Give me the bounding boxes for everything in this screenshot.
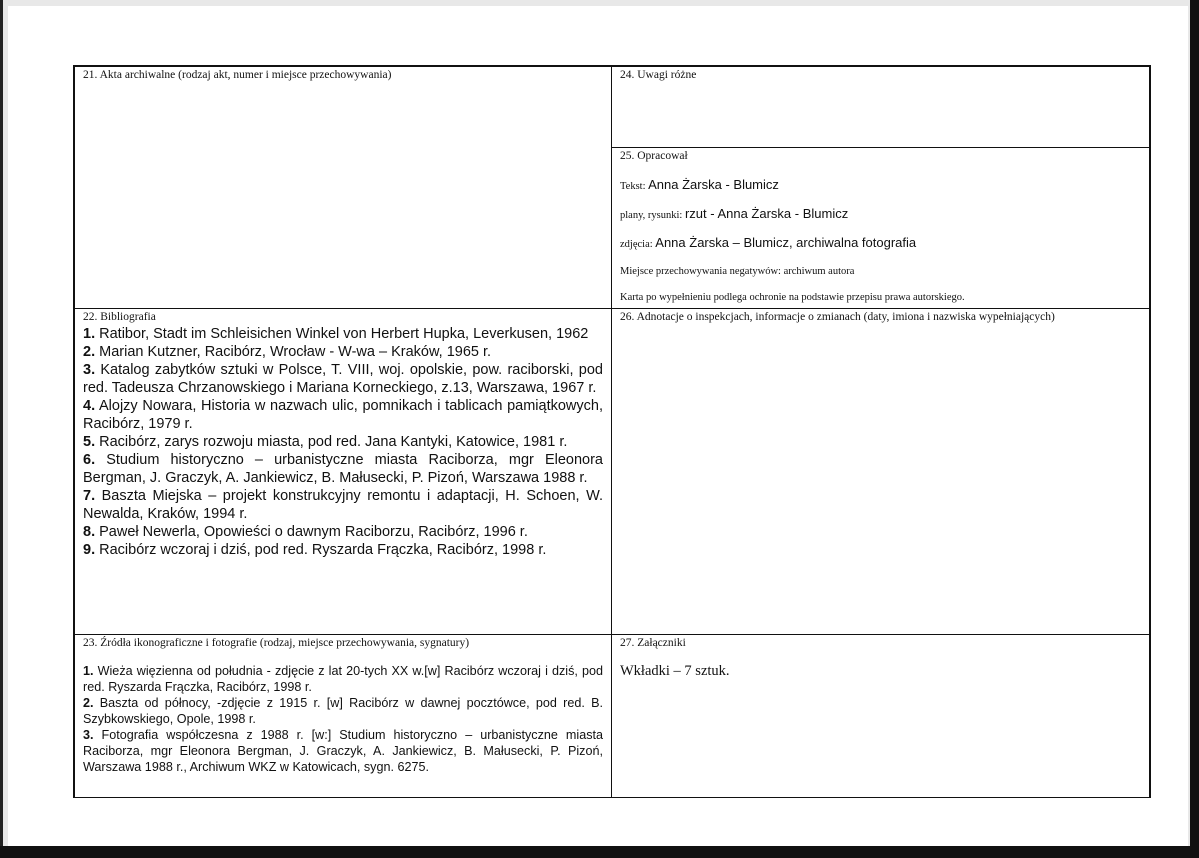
form-table: [73, 65, 1151, 798]
author-text-row: [620, 177, 779, 192]
bibliography-item: 4. Alojzy Nowara, Historia w nazwach ulic, pomnikach i tablicach pamiątkowych, Racibórz, 1979 r.: [83, 398, 603, 432]
section-24: [611, 66, 1150, 148]
scan-edge-bottom: [0, 846, 1199, 858]
photos-row: [620, 235, 916, 250]
section-24-title: 24. Uwagi różne: [620, 69, 697, 81]
section-25: [611, 147, 1150, 309]
source-item: 2. Baszta od północy, -zdjęcie z 1915 r. [w] Racibórz w dawnej pocztówce, pod red. B. Szybkowskiego, Opole, 1998 r.: [83, 696, 603, 726]
bibliography-item: 3. Katalog zabytków sztuki w Polsce, T. VIII, woj. opolskie, pow. raciborski, pod red. Tadeusza Chrzanowskiego i Mariana Korneckiego, z.13, Warszawa, 1967 r.: [83, 362, 603, 396]
bibliography-item: 8. Paweł Newerla, Opowieści o dawnym Raciborzu, Racibórz, 1996 r.: [83, 524, 528, 540]
section-27: [611, 634, 1150, 798]
bibliography-item: 9. Racibórz wczoraj i dziś, pod red. Ryszarda Frączka, Racibórz, 1998 r.: [83, 542, 547, 558]
author-text-label: Tekst:: [620, 181, 646, 192]
photos-label: zdjęcia:: [620, 239, 653, 250]
bibliography-item: 2. Marian Kutzner, Racibórz, Wrocław - W-wa – Kraków, 1965 r.: [83, 344, 492, 360]
section-25-title: 25. Opracował: [620, 150, 688, 162]
photos-value: Anna Żarska – Blumicz, archiwalna fotografia: [655, 235, 917, 250]
section-22-title: 22. Bibliografia: [83, 311, 156, 323]
bibliography-list: [83, 325, 603, 559]
section-21-title: 21. Akta archiwalne (rodzaj akt, numer i miejsce przechowywania): [83, 69, 392, 81]
iconographic-sources-list: [83, 663, 603, 775]
negatives-location: Miejsce przechowywania negatywów: archiwum autora: [620, 266, 855, 277]
attachments-value: Wkładki – 7 sztuk.: [620, 663, 730, 679]
scan-edge-right: [1190, 0, 1199, 858]
document-page: [8, 6, 1188, 846]
plans-value: rzut - Anna Żarska - Blumicz: [684, 206, 849, 221]
section-27-title: 27. Załączniki: [620, 637, 686, 649]
bibliography-item: 7. Baszta Miejska – projekt konstrukcyjny remontu i adaptacji, H. Schoen, W. Newalda, Kraków, 1994 r.: [83, 488, 604, 522]
bibliography-item: 5. Racibórz, zarys rozwoju miasta, pod red. Jana Kantyki, Katowice, 1981 r.: [83, 434, 568, 450]
source-item: 1. Wieża więzienna od południa - zdjęcie z lat 20-tych XX w.[w] Racibórz wczoraj i dziś, pod red. Ryszarda Frączka, Racibórz, 1998 r.: [83, 664, 603, 694]
plans-row: [620, 206, 848, 221]
section-23: [74, 634, 612, 798]
source-item: 3. Fotografia współczesna z 1988 r. [w:] Studium historyczno – urbanistyczne miasta Raciborza, mgr Eleonora Bergman, J. Graczyk, A. Jankiewicz, B. Małusecki, P. Pizoń, Warszawa 1988 r., Archiwum WKZ w Katowicach, sygn. 6275.: [83, 728, 604, 774]
section-26: [611, 308, 1150, 635]
bibliography-item: 6. Studium historyczno – urbanistyczne miasta Raciborza, mgr Eleonora Bergman, J. Graczyk, A. Jankiewicz, B. Małusecki, P. Pizoń, Warszawa 1988 r.: [83, 452, 603, 486]
section-26-title: 26. Adnotacje o inspekcjach, informacje o zmianach (daty, imiona i nazwiska wypełniających): [620, 311, 1055, 323]
scan-edge-left: [0, 0, 3, 858]
section-23-title: 23. Źródła ikonograficzne i fotografie (rodzaj, miejsce przechowywania, sygnatury): [83, 637, 470, 649]
copyright-note: Karta po wypełnieniu podlega ochronie na podstawie przepisu prawa autorskiego.: [620, 292, 965, 303]
section-21: [74, 66, 612, 309]
bibliography-item: 1. Ratibor, Stadt im Schleisichen Winkel von Herbert Hupka, Leverkusen, 1962: [83, 326, 589, 342]
plans-label: plany, rysunki:: [620, 210, 683, 221]
author-text-value: Anna Żarska - Blumicz: [648, 177, 779, 192]
section-22: [74, 308, 612, 635]
